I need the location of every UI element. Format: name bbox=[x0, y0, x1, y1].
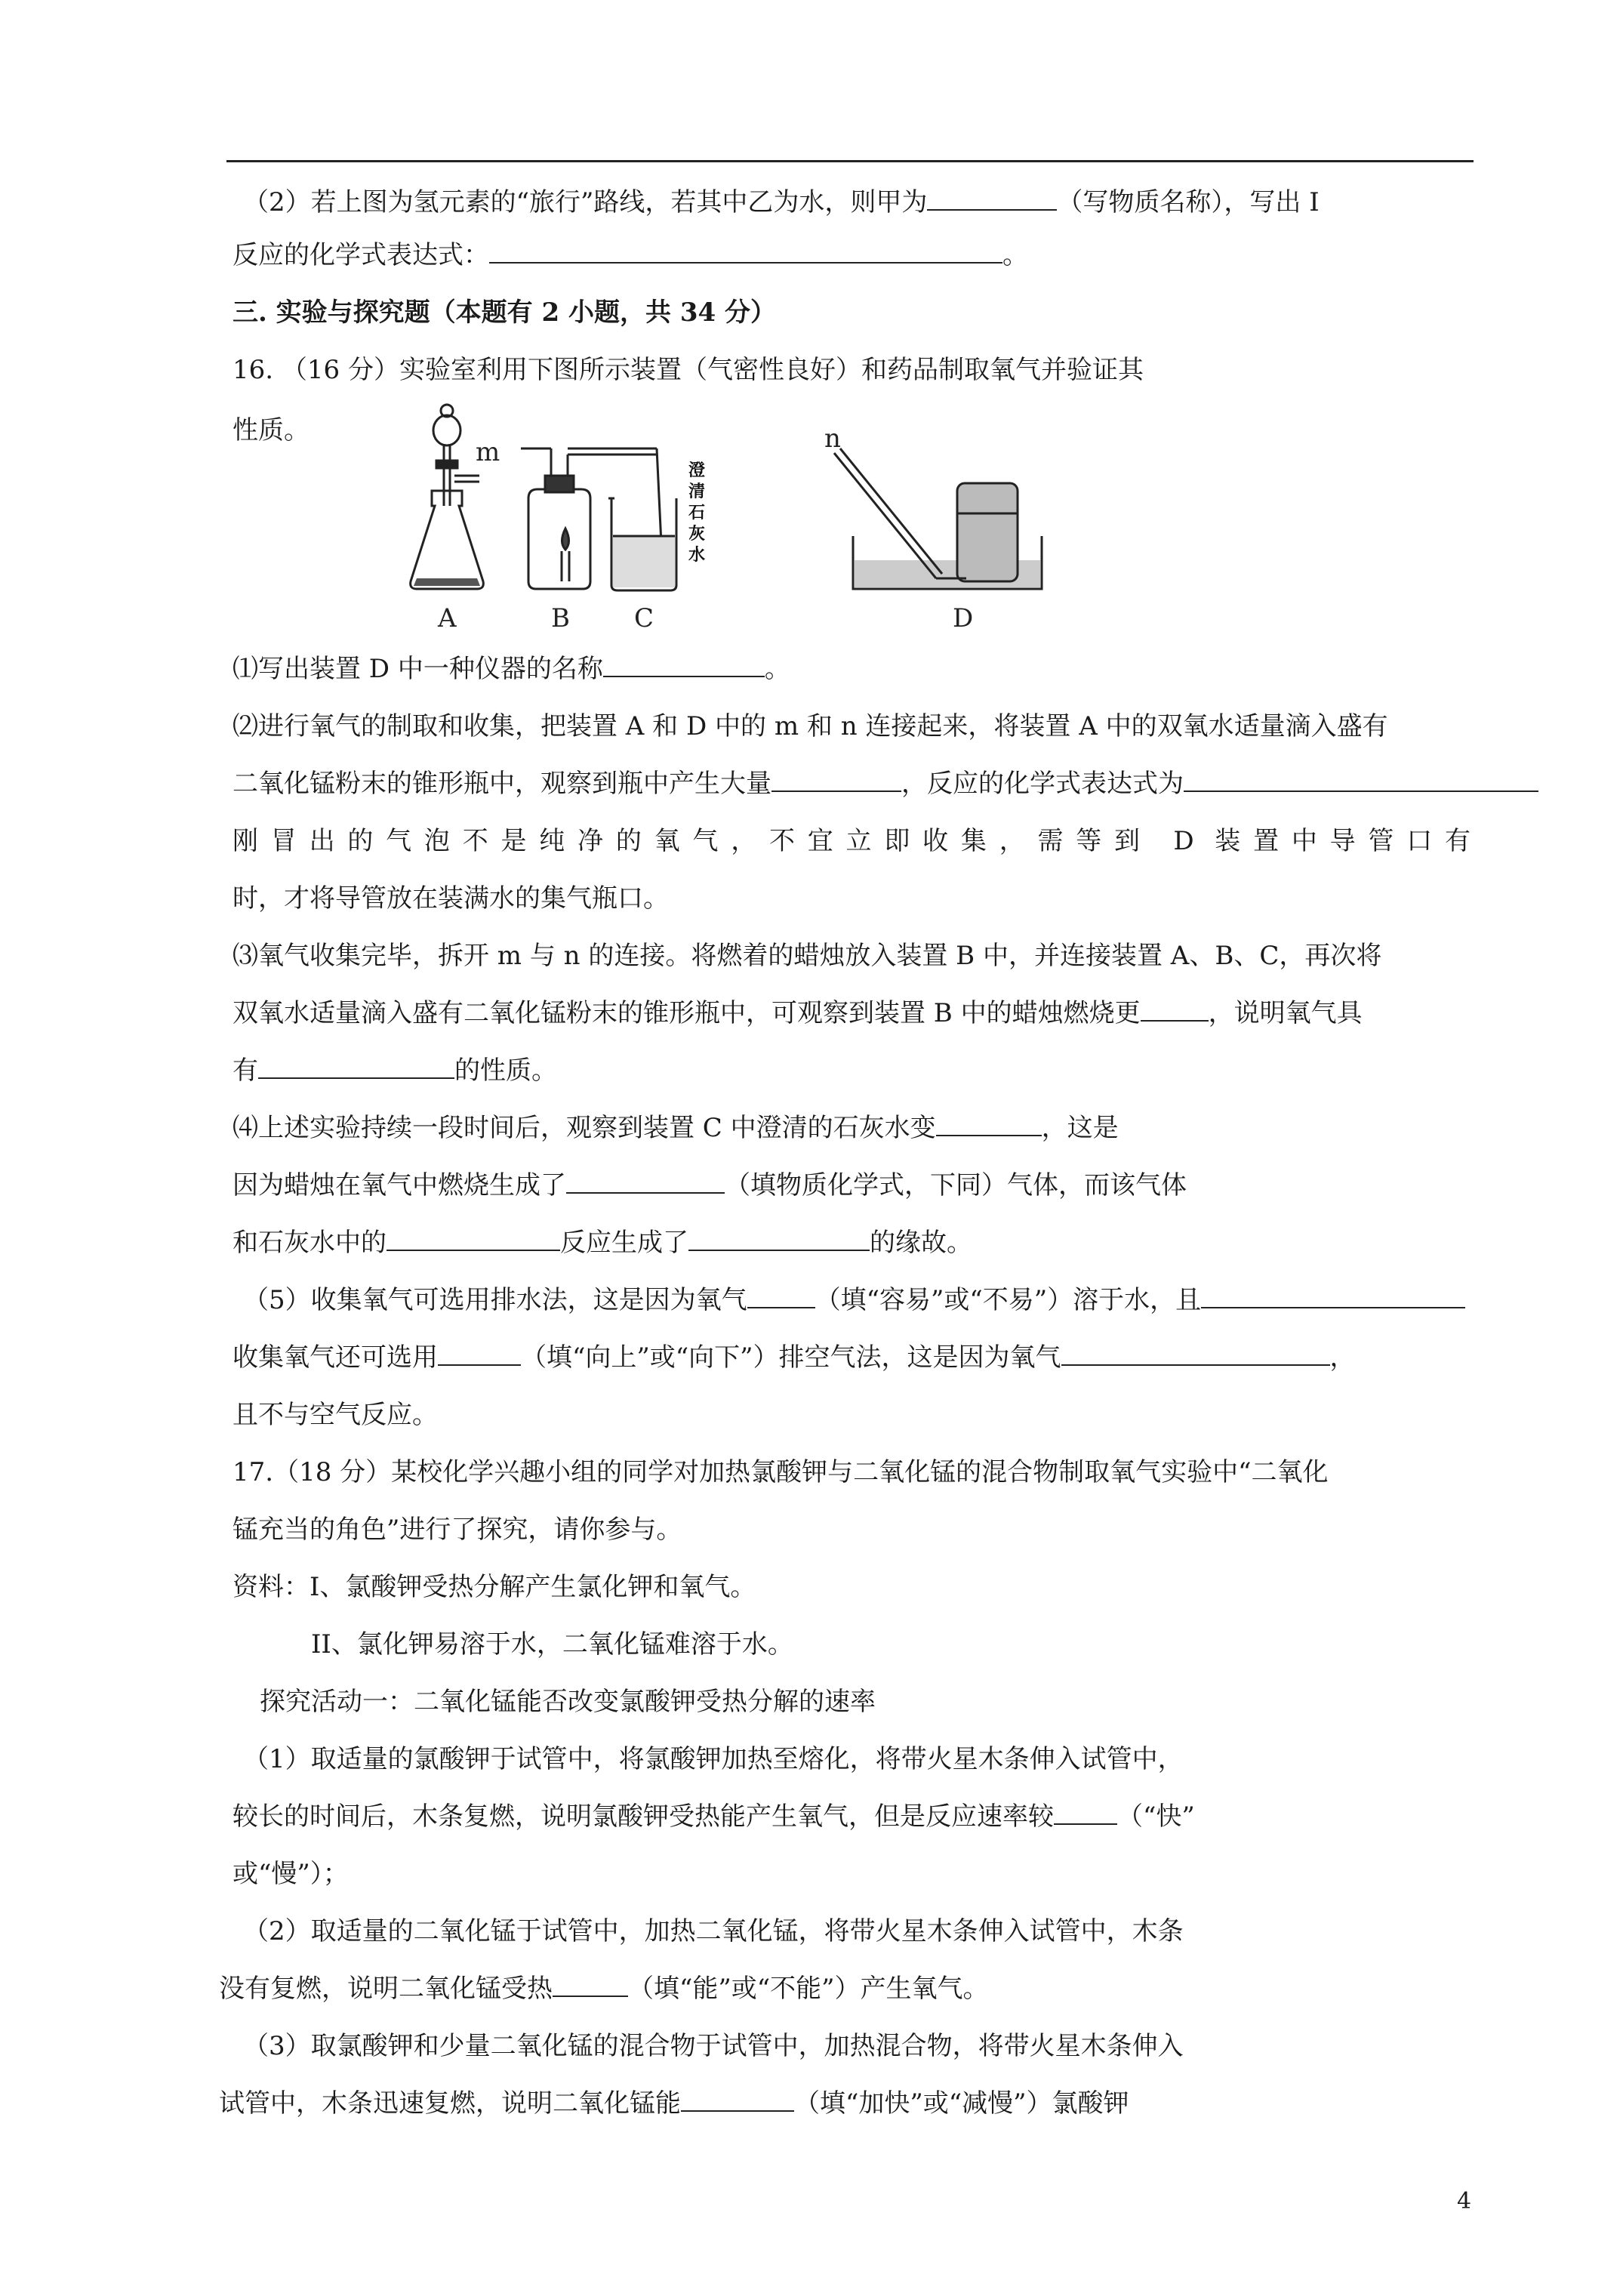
text: 有 bbox=[233, 1056, 258, 1086]
text: ，说明氧气具 bbox=[1208, 998, 1363, 1028]
text-line: （2）取适量的二氧化锰于试管中，加热二氧化锰，将带火星木条伸入试管中，木条 bbox=[243, 1916, 1184, 1946]
answer-blank bbox=[681, 2088, 794, 2112]
text: ⑷上述实验持续一段时间后，观察到装置 C 中澄清的石灰水变 bbox=[233, 1113, 936, 1143]
text: 试管中，木条迅速复燃，说明二氧化锰能 bbox=[219, 2088, 681, 2119]
text-line: 性质。 bbox=[233, 415, 310, 445]
text-line bbox=[233, 239, 1028, 272]
text-line: II、氯化钾易溶于水，二氧化锰难溶于水。 bbox=[311, 1629, 793, 1660]
text-line bbox=[233, 997, 1363, 1030]
label-n: n bbox=[824, 424, 841, 454]
text-line bbox=[219, 1972, 989, 2005]
text: 较长的时间后，木条复燃，说明氯酸钾受热能产生氧气，但是反应速率较 bbox=[233, 1801, 1054, 1832]
text: （填“向上”或“向下”）排空气法，这是因为氧气 bbox=[521, 1342, 1061, 1373]
question-16: 16. （16 分）实验室利用下图所示装置（气密性良好）和药品制取氧气并验证其 bbox=[233, 355, 1144, 385]
text: 没有复燃，说明二氧化锰受热 bbox=[219, 1974, 553, 2004]
text: （写物质名称），写出 I bbox=[1057, 187, 1320, 217]
label-b: B bbox=[551, 603, 570, 633]
text-line bbox=[233, 1169, 1187, 1202]
text: （填“加快”或“减慢”）氯酸钾 bbox=[794, 2088, 1129, 2119]
text-line bbox=[233, 652, 790, 686]
answer-blank bbox=[1054, 1801, 1117, 1825]
text: 的缘故。 bbox=[870, 1228, 972, 1258]
apparatus-c bbox=[608, 498, 676, 590]
answer-blank bbox=[1061, 1342, 1330, 1366]
text-line: 资料：I、氯酸钾受热分解产生氯化钾和氧气。 bbox=[233, 1572, 756, 1602]
caption-char: 灰 bbox=[688, 525, 706, 544]
answer-blank bbox=[489, 239, 1002, 264]
answer-blank bbox=[1201, 1284, 1465, 1308]
label-a: A bbox=[438, 603, 457, 633]
answer-blank bbox=[747, 1284, 815, 1308]
answer-blank bbox=[1184, 768, 1538, 792]
text: 双氧水适量滴入盛有二氧化锰粉末的锥形瓶中，可观察到装置 B 中的蜡烛燃烧更 bbox=[233, 998, 1141, 1028]
header-rule bbox=[226, 160, 1474, 162]
text: ，这是 bbox=[1041, 1113, 1119, 1143]
text: （填“容易”或“不易”）溶于水，且 bbox=[815, 1285, 1202, 1315]
text: 二氧化锰粉末的锥形瓶中，观察到瓶中产生大量 bbox=[233, 769, 771, 799]
text-line bbox=[233, 767, 1538, 800]
text: （5）收集氧气可选用排水法，这是因为氧气 bbox=[243, 1285, 747, 1315]
text: 。 bbox=[1002, 240, 1028, 270]
text: 。 bbox=[764, 654, 790, 684]
label-c: C bbox=[634, 603, 654, 633]
answer-blank bbox=[566, 1170, 725, 1194]
text-line: （1）取适量的氯酸钾于试管中，将氯酸钾加热至熔化，将带火星木条伸入试管中， bbox=[243, 1744, 1184, 1774]
text-line: 探究活动一：二氧化锰能否改变氯酸钾受热分解的速率 bbox=[260, 1687, 876, 1717]
answer-blank bbox=[1141, 997, 1209, 1022]
question-17: 17.（18 分）某校化学兴趣小组的同学对加热氯酸钾与二氧化锰的混合物制取氧气实验中“二氧化 bbox=[233, 1457, 1329, 1487]
text: （填物质化学式，下同）气体，而该气体 bbox=[725, 1170, 1187, 1200]
text-line: 锰充当的角色”进行了探究，请你参与。 bbox=[233, 1515, 682, 1545]
text: ⑴写出装置 D 中一种仪器的名称 bbox=[233, 654, 603, 684]
text-line bbox=[233, 1341, 1356, 1374]
text-line: ⑵进行氧气的制取和收集，把装置 A 和 D 中的 m 和 n 连接起来，将装置 A 中的双氧水适量滴入盛有 bbox=[233, 711, 1388, 741]
text: 的性质。 bbox=[454, 1056, 557, 1086]
answer-blank bbox=[936, 1112, 1042, 1136]
text-line: （3）取氯酸钾和少量二氧化锰的混合物于试管中，加热混合物，将带火星木条伸入 bbox=[243, 2031, 1184, 2061]
text-line bbox=[233, 1800, 1195, 1833]
caption-char: 清 bbox=[688, 482, 706, 501]
answer-blank bbox=[258, 1055, 454, 1079]
answer-blank bbox=[771, 768, 901, 792]
text-line: 且不与空气反应。 bbox=[233, 1400, 438, 1430]
text: ， bbox=[1329, 1342, 1356, 1373]
text-line bbox=[219, 2087, 1129, 2120]
text-line bbox=[233, 1054, 557, 1087]
text: （“快” bbox=[1117, 1801, 1195, 1832]
text: （填“能”或“不能”）产生氧气。 bbox=[628, 1974, 989, 2004]
apparatus-a bbox=[411, 405, 484, 589]
text-line bbox=[243, 1284, 1465, 1317]
label-d: D bbox=[953, 603, 974, 633]
text: 收集氧气还可选用 bbox=[233, 1342, 438, 1373]
apparatus-d bbox=[834, 448, 1042, 589]
label-m: m bbox=[476, 437, 500, 467]
text: 反应生成了 bbox=[560, 1228, 688, 1258]
answer-blank bbox=[927, 186, 1057, 211]
text-line: 或“慢”）； bbox=[233, 1859, 349, 1889]
text-line: ⑶氧气收集完毕，拆开 m 与 n 的连接。将燃着的蜡烛放入装置 B 中，并连接装置 A、B、C，再次将 bbox=[233, 941, 1382, 971]
lab-apparatus-diagram bbox=[408, 400, 1132, 642]
answer-blank bbox=[603, 653, 765, 677]
caption-char: 石 bbox=[688, 504, 706, 522]
text: 反应的化学式表达式： bbox=[233, 240, 489, 270]
answer-blank bbox=[387, 1227, 560, 1251]
answer-blank bbox=[438, 1342, 521, 1366]
apparatus-figure bbox=[408, 400, 1132, 642]
text-line: 刚冒出的气泡不是纯净的氧气，不宜立即收集，需等到 D 装置中导管口有 bbox=[233, 826, 1471, 856]
text-line: 时，才将导管放在装满水的集气瓶口。 bbox=[233, 883, 669, 914]
answer-blank bbox=[688, 1227, 870, 1251]
section-heading: 三. 实验与探究题（本题有 2 小题，共 34 分） bbox=[233, 297, 776, 328]
caption-char: 水 bbox=[688, 546, 706, 565]
caption-char: 澄 bbox=[688, 461, 706, 480]
text-line bbox=[233, 1111, 1119, 1145]
page-number: 4 bbox=[1457, 2188, 1472, 2214]
text: 因为蜡烛在氧气中燃烧生成了 bbox=[233, 1170, 566, 1200]
text-line bbox=[243, 186, 1320, 219]
text: ，反应的化学式表达式为 bbox=[901, 769, 1184, 799]
text-line bbox=[233, 1226, 972, 1259]
text: （2）若上图为氢元素的“旅行”路线，若其中乙为水，则甲为 bbox=[243, 187, 928, 217]
text: 和石灰水中的 bbox=[233, 1228, 387, 1258]
answer-blank bbox=[553, 1973, 628, 1997]
